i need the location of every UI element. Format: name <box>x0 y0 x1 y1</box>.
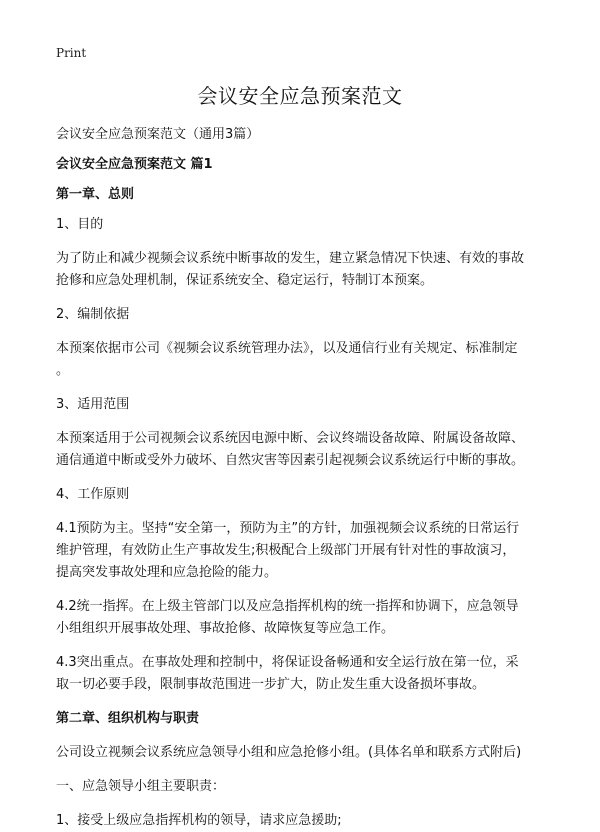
paragraph-line: 4.1预防为主。坚持“安全第一，预防为主”的方针，加强视频会议系统的日常运行 <box>56 521 520 536</box>
paragraph-basis <box>56 338 552 382</box>
chapter-heading-1: 第一章、总则 <box>56 187 135 202</box>
heading-basis: 2、编制依据 <box>56 307 130 322</box>
heading-leader-duties: 一、应急领导小组主要职责： <box>56 779 226 794</box>
chapter-heading-2: 第二章、组织机构与职责 <box>56 711 200 726</box>
paragraph-line: 抢修和应急处理机制，保证系统安全、稳定运行，特制订本预案。 <box>56 273 434 288</box>
subtitle: 会议安全应急预案范文（通用3篇） <box>56 127 260 142</box>
paragraph-line: 维护管理，有效防止生产事故发生;积极配合上级部门开展有针对性的事故演习， <box>56 543 516 558</box>
paragraph-duty-1: 1、接受上级应急指挥机构的领导，请求应急援助; <box>56 813 342 828</box>
paragraph-line: 通信通道中断或受外力破坏、自然灾害等因素引起视频会议系统运行中断的事故。 <box>56 453 525 468</box>
paragraph-scope <box>56 428 552 472</box>
paragraph-line: 小组组织开展事故处理、事故抢修、故障恢复等应急工作。 <box>56 621 395 636</box>
heading-scope: 3、适用范围 <box>56 397 130 412</box>
document-body <box>56 124 552 832</box>
paragraph-principle-4-2 <box>56 596 552 640</box>
paragraph-line: 取一切必要手段，限制事故范围进一步扩大，防止发生重大设备损坏事故。 <box>56 677 486 692</box>
paragraph-principle-4-3 <box>56 652 552 696</box>
heading-principles: 4、工作原则 <box>56 487 130 502</box>
paragraph-purpose <box>56 248 552 292</box>
paragraph-organization: 公司设立视频会议系统应急领导小组和应急抢修小组。(具体名单和联系方式附后) <box>56 745 522 760</box>
paragraph-line: 4.3突出重点。在事故处理和控制中，将保证设备畅通和安全运行放在第一位，采 <box>56 655 519 670</box>
paragraph-line: 。 <box>56 363 70 378</box>
heading-purpose: 1、目的 <box>56 217 104 232</box>
print-label: Print <box>56 46 87 60</box>
page-title: 会议安全应急预案范文 <box>197 84 403 108</box>
paragraph-line: 本预案依据市公司《视频会议系统管理办法》，以及通信行业有关规定、标准制定 <box>56 341 518 356</box>
paragraph-principle-4-1 <box>56 518 552 584</box>
paragraph-line: 提高突发事故处理和应急抢险的能力。 <box>56 565 278 580</box>
paragraph-line: 4.2统一指挥。在上级主管部门以及应急指挥机构的统一指挥和协调下，应急领导 <box>56 599 519 614</box>
paragraph-line: 本预案适用于公司视频会议系统因电源中断、会议终端设备故障、附属设备故障、 <box>56 431 525 446</box>
paragraph-line: 为了防止和减少视频会议系统中断事故的发生，建立紧急情况下快速、有效的事故 <box>56 251 525 266</box>
section-heading: 会议安全应急预案范文 篇1 <box>56 157 213 172</box>
